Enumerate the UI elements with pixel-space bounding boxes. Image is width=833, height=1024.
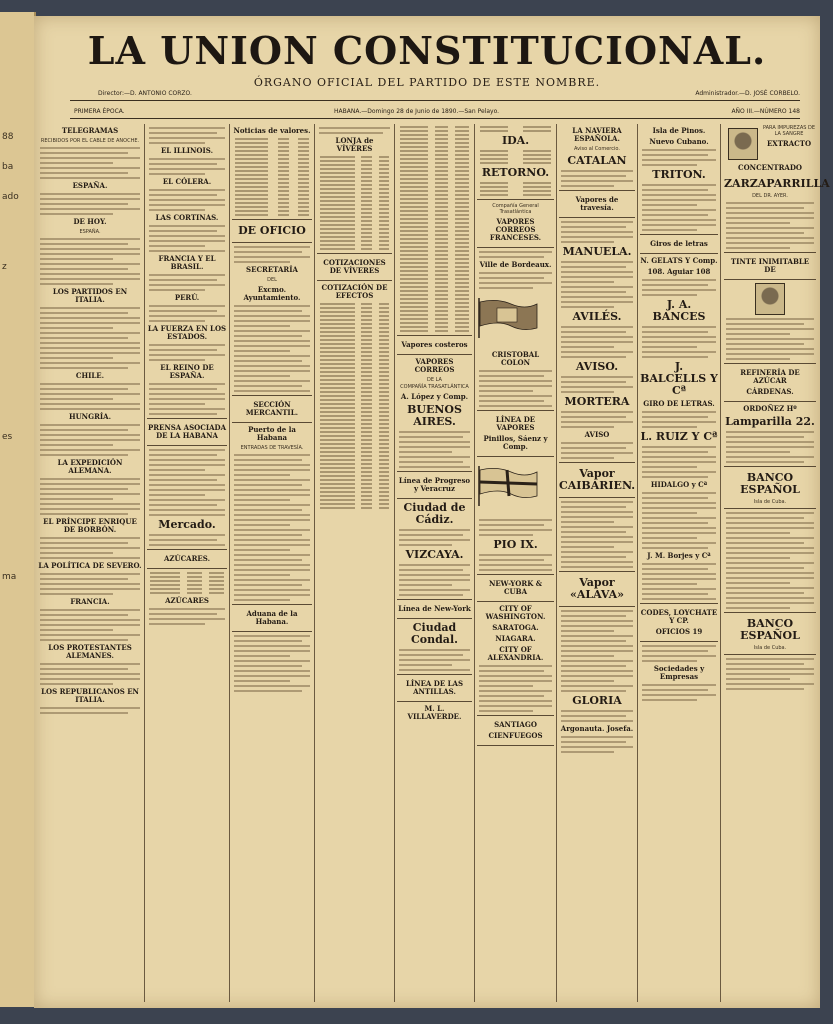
column-heading: Lamparilla 22. [725,415,815,428]
column-heading: Línea de New-York [398,604,471,613]
column-heading: LÍNEA DE VAPORES [495,415,536,432]
column-subheading: Compañía General Trasatlántica [492,203,539,215]
director-line: Director:—D. ANTONIO CORZO. [98,90,192,97]
column-rule [144,124,145,1002]
column-heading: LAS CORTINAS. [155,213,219,222]
column-heading: VAPORES CORREOS [414,357,455,374]
column-heading: BANCO ESPAÑOL [740,471,800,496]
column-heading: OFICIOS 19 [655,627,703,636]
epoca-label: PRIMERA ÉPOCA. [74,108,125,115]
column-heading: Ville de Bordeaux. [479,260,552,269]
column-heading: ORDOÑEZ Hº [743,404,797,413]
column-heading: EL ILLINOIS. [160,146,214,155]
column-heading: SANTIAGO [494,720,537,729]
column-heading: Excmo. Ayuntamiento. [243,285,301,302]
column-heading: Aduana de la Habana. [246,609,298,626]
column-heading: TELEGRAMAS [61,126,119,135]
column-heading: VIZCAYA. [405,548,464,561]
column-heading: EXTRACTO CONCENTRADO [738,139,812,172]
column-naviera [559,124,635,1002]
column-heading: CATALAN [567,154,627,167]
column-heading: Mercado. [158,518,216,531]
column-heading: LOS PROTESTANTES ALEMANES. [48,643,132,660]
column-heading: Línea de Progreso y Veracruz [398,476,471,493]
column-heading: VAPORES CORREOS FRANCESES. [489,217,542,242]
fragment-text: ma [2,572,17,582]
column-heading: AZÚCARES. [163,554,211,563]
column-heading: CIENFUEGOS [488,731,543,740]
column-subheading: DE LA [427,377,442,383]
column-heading: Ciudad Condal. [411,621,458,646]
column-heading: COTIZACIONES DE VÍVERES [323,258,386,275]
fragment-text: ba [2,162,14,172]
column-heading: CITY OF WASHINGTON. [485,604,546,621]
column-heading: LA EXPEDICIÓN ALEMANA. [57,458,123,475]
column-heading: PRENSA ASOCIADA DE LA HABANA [147,423,227,440]
column-heading: J. M. Borjes y Cª [647,551,711,560]
column-telegramas [38,124,142,1002]
column-rule [637,124,638,1002]
column-rule [229,124,230,1002]
masthead-subtitle: ÓRGANO OFICIAL DEL PARTIDO DE ESTE NOMBRE. [253,76,601,89]
column-subheading: Isla de Cuba. [753,499,787,505]
column-heading: NIAGARA. [495,634,536,643]
fragment-text: ado [2,192,19,202]
column-heading: LONJA de VÍVERES [335,136,374,153]
column-heading: Pinillos, Sáenz y Comp. [483,434,548,451]
column-heading: Vapor CAIBARIEN. [559,467,636,492]
masthead-title: LA UNION CONSTITUCIONAL. [87,28,767,73]
column-subheading: COMPAÑÍA TRASATLÁNTICA [400,384,469,390]
column-heading: N. GELATS Y Comp. [640,256,718,265]
column-heading: Noticias de valores. [233,126,311,135]
column-heading: IDA. [501,134,530,147]
column-heading: EL CÓLERA. [162,177,212,186]
column-subheading: Isla de Cuba. [753,645,787,651]
column-heading: J. BALCELLS Y Cª [640,360,718,397]
column-subheading: ENTRADAS DE TRAVESÍA. [240,445,304,451]
column-heading: ZARZAPARRILLA [724,177,830,190]
column-heading: ESPAÑA. [72,181,108,190]
column-heading: HIDALGO y Cª [650,480,708,489]
adjacent-page-edge [0,12,36,1007]
column-heading: FRANCIA. [70,597,110,606]
column-subheading: Aviso al Comercio. [574,146,620,152]
column-heading: REFINERÍA DE AZÚCAR [740,368,800,385]
column-heading: MORTERA [564,395,630,408]
column-heading: LA FUERZA EN LOS ESTADOS. [147,324,227,341]
column-heading: Argonauta. Josefa. [560,724,634,733]
column-subheading: PARA IMPUREZAS DE LA SANGRE [762,125,816,137]
column-heading: Giros de letras [650,239,708,248]
column-heading: PIO IX. [493,538,538,551]
column-heading: AVILÉS. [572,310,622,323]
column-heading: AVISO. [575,360,619,373]
column-heading: LA NAVIERA ESPAÑOLA. [572,126,622,143]
column-heading: Nuevo Cubano. [649,137,709,146]
column-heading: HUNGRÍA. [68,412,112,421]
column-heading: CÁRDENAS. [746,387,794,396]
column-heading: Vapores costeros [401,340,468,349]
column-rule [394,124,395,1002]
column-heading: M. L. VILLAVERDE. [407,704,462,721]
column-heading: A. López y Comp. [400,392,469,401]
newspaper-sheet [34,16,830,1008]
column-subheading: DEL DR. AYER. [752,193,788,199]
column-heading: Sociedades y Empresas [653,664,705,681]
column-oficio [232,124,312,1002]
column-heading: CRISTOBAL COLON [491,350,540,367]
column-heading: CHILE. [75,371,105,380]
column-heading: Puerto de la Habana [248,425,296,442]
column-heading: BANCO ESPAÑOL [740,617,800,642]
portrait-engraving [755,283,785,315]
column-vapores-correos [397,124,472,1002]
column-heading: GIRO DE LETRAS. [643,399,715,408]
pinillos-flag-icon [477,466,539,506]
issue-number: AÑO III.—NÚMERO 148 [731,108,800,115]
column-heading: AZÚCARES [165,596,209,605]
column-heading: SECRETARÍA [246,265,298,274]
column-heading: TINTE INIMITABLE DE [730,257,810,274]
header-rule [70,118,800,119]
column-heading: FRANCIA Y EL BRASIL. [158,254,216,271]
column-heading: EL REINO DE ESPAÑA. [160,363,214,380]
column-heading: AVISO [584,430,610,439]
column-heading: 108. Aguiar 108 [647,267,711,276]
column-heading: Isla de Pinos. [652,126,706,135]
column-heading: SECCIÓN MERCANTIL. [245,400,299,417]
portrait-engraving [728,128,758,160]
column-subheading: RECIBIDOS POR EL CABLE DE ANOCHE. [40,138,140,144]
header-rule [70,100,800,101]
column-heading: LÍNEA DE LAS ANTILLAS. [405,679,464,696]
column-noticias [147,124,227,1002]
column-heading: Vapores de travesía. [575,195,619,212]
administrador-line: Administrador.—D. JOSÉ CORBELO. [695,90,800,97]
column-heading: J. A. BANCES [652,298,706,323]
column-giros [640,124,718,1002]
column-subheading: DEL [267,277,277,283]
fragment-text: es [2,432,13,442]
shipping-flag-icon [477,298,539,338]
column-subheading: ESPAÑA. [79,229,101,235]
column-heading: TRITON. [652,168,706,181]
column-heading: CODES, LOYCHATE Y CP. [640,608,718,625]
column-heading: CITY OF ALEXANDRIA. [487,645,544,662]
column-heading: Ciudad de Cádiz. [403,501,466,526]
column-heading: DE OFICIO [238,224,306,237]
column-heading: MANUELA. [562,245,632,258]
column-heading: LOS REPUBLICANOS EN ITALIA. [41,687,139,704]
column-heading: DE HOY. [73,217,107,226]
fragment-text: 88 [2,132,14,142]
column-vapores-franceses [477,124,554,1002]
column-heading: L. RUIZ Y Cª [640,430,718,443]
column-heading: NEW-YORK & CUBA [488,579,543,596]
fragment-text: z [2,262,7,272]
dateline: HABANA.—Domingo 28 de Junio de 1890.—San Pelayo. [334,108,500,115]
column-rule [314,124,315,1002]
column-heading: GLORIA [572,694,622,707]
column-rule [720,124,721,1002]
column-rule [474,124,475,1002]
column-heading: COTIZACIÓN DE EFECTOS [321,283,388,300]
column-anuncios [724,124,830,1002]
column-heading: RETORNO. [481,166,550,179]
column-heading: PERÚ. [174,293,200,302]
column-heading: Vapor «ALAVA» [570,576,624,601]
column-rule [556,124,557,1002]
column-heading: LA POLÍTICA DE SEVERO. [38,561,142,570]
column-heading: EL PRÍNCIPE ENRIQUE DE BORBÓN. [43,517,137,534]
column-lonja [317,124,392,1002]
column-heading: LOS PARTIDOS EN ITALIA. [52,287,128,304]
column-heading: BUENOS AIRES. [407,403,462,428]
column-heading: SARATOGA. [492,623,539,632]
